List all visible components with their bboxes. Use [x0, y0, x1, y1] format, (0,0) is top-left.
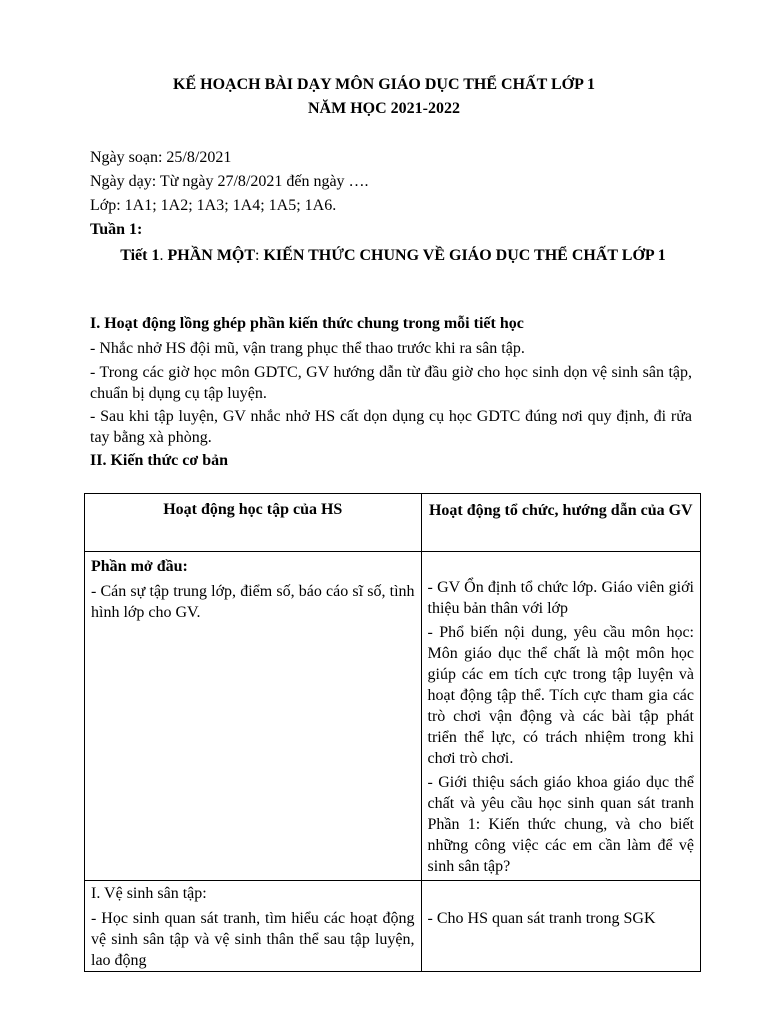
row-title-hygiene: I. Vệ sinh sân tập: — [91, 885, 207, 902]
class-list: Lớp: 1A1; 1A2; 1A3; 1A4; 1A5; 1A6. — [90, 197, 337, 214]
header-teacher-activities: Hoạt động tổ chức, hướng dẫn của GV — [421, 494, 700, 552]
lesson-colon: : — [255, 247, 264, 264]
hygiene-student-text: - Học sinh quan sát tranh, tìm hiểu các hoạt động vệ sinh sân tập và vệ sinh thân thể sau tập luyện, lao động — [91, 910, 415, 969]
section-1-item: - Nhắc nhở HS đội mũ, vận trang phục thể thao trước khi ra sân tập. — [90, 340, 525, 357]
lesson-topic: KIẾN THỨC CHUNG VỀ GIÁO DỤC THỂ CHẤT LỚP 1 — [263, 247, 666, 264]
header-student-activities: Hoạt động học tập của HS — [85, 494, 422, 552]
cell-hygiene-teacher — [421, 881, 700, 972]
table-header-row — [85, 494, 701, 552]
teacher-activity-item: - Giới thiệu sách giáo khoa giáo dục thể chất và yêu cầu học sinh quan sát tranh Phần 1: Kiến thức chung, và cho biết những công việc các em cần làm để vệ sinh sân tập? — [427, 774, 694, 875]
activity-table — [84, 493, 701, 972]
lesson-number: Tiết 1 — [120, 247, 160, 264]
section-1-item: - Sau khi tập luyện, GV nhắc nhở HS cất dọn dụng cụ học GDTC đúng nơi quy định, đi rửa tay bằng xà phòng. — [90, 408, 692, 446]
table-row — [85, 552, 701, 881]
lesson-part: PHẦN MỘT — [167, 247, 256, 264]
school-year: NĂM HỌC 2021-2022 — [308, 100, 460, 117]
document-title: KẾ HOẠCH BÀI DẠY MÔN GIÁO DỤC THỂ CHẤT LỚP 1 — [173, 76, 595, 93]
cell-opening-teacher — [421, 552, 700, 881]
cell-opening-student — [85, 552, 422, 881]
week-label: Tuần 1: — [90, 221, 143, 238]
section-2-heading: II. Kiến thức cơ bản — [90, 452, 229, 469]
teaching-date: Ngày dạy: Từ ngày 27/8/2021 đến ngày …. — [90, 173, 369, 190]
teacher-activity-item: - Phổ biến nội dung, yêu cầu môn học: Môn giáo dục thể chất là một môn học giúp các em tích cực trong tập luyện và hoạt động tập thể. Tích cực tham gia các trò chơi vận động và các bài tập phát triển thể lực, có trách nhiệm trong khi chơi trò chơi. — [427, 624, 694, 767]
cell-hygiene-student — [85, 881, 422, 972]
opening-student-text: - Cán sự tập trung lớp, điểm số, báo cáo sĩ số, tình hình lớp cho GV. — [91, 583, 415, 621]
lesson-title — [100, 246, 686, 265]
teacher-activity-item: - GV Ổn định tổ chức lớp. Giáo viên giới thiệu bản thân với lớp — [427, 579, 694, 617]
lesson-separator: . — [159, 247, 168, 264]
section-1-item: - Trong các giờ học môn GDTC, GV hướng dẫn từ đầu giờ cho học sinh dọn vệ sinh sân tập, chuẩn bị dụng cụ tập luyện. — [90, 364, 692, 402]
row-title-opening: Phần mở đầu: — [91, 558, 188, 575]
section-1-heading: I. Hoạt động lồng ghép phần kiến thức chung trong mỗi tiết học — [90, 315, 524, 332]
hygiene-teacher-text: - Cho HS quan sát tranh trong SGK — [427, 910, 656, 927]
table-row — [85, 881, 701, 972]
prep-date: Ngày soạn: 25/8/2021 — [90, 149, 232, 166]
